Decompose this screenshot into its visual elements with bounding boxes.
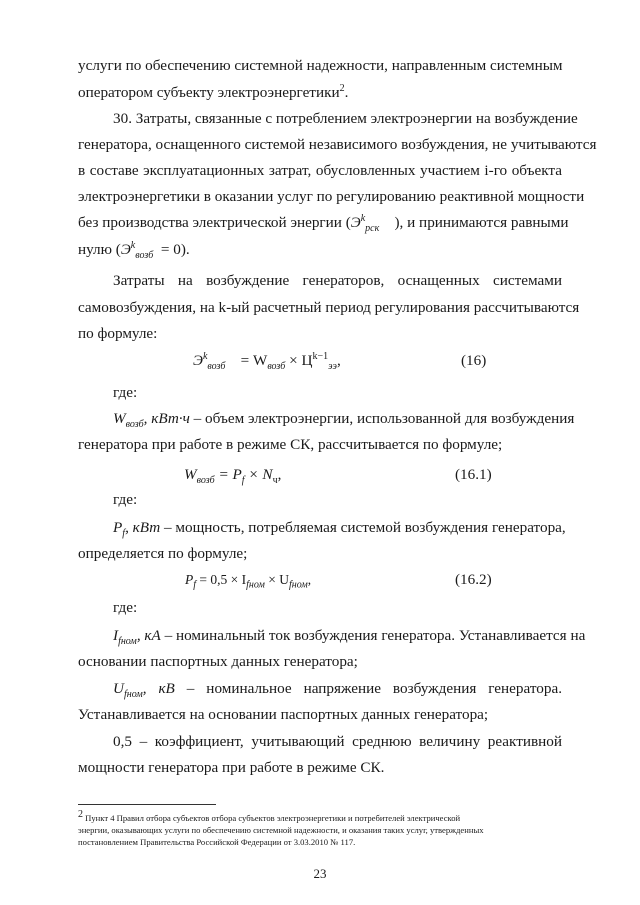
math-symbol: $I_{fном}$, кА <box>113 627 161 648</box>
text-line: генератора при работе в режиме СК, рассчитывается по формуле; <box>78 436 503 453</box>
text-line: электроэнергетики в оказании услуг по регулированию реактивной мощности <box>78 188 585 205</box>
text-line: определяется по формуле; <box>78 545 248 562</box>
formula-16-2: $P_f = 0,5 \times I_{fном} \times U_{fном}$, <box>185 572 312 591</box>
footnote: $^2$ Пункт 4 Правил отбора субъектов отбора субъектов электроэнергетики и потребителей электрической <box>78 809 461 823</box>
math-symbol: $Э^k_{возб}$ <box>120 239 154 262</box>
footnote: энергии, оказывающих услуги по обеспечению системной надежности, и оказания таких услуг, утвержденных <box>78 825 484 835</box>
text-line: по формуле: <box>78 325 158 342</box>
text-line: нулю $(Э^k_{возб} = 0)$. <box>78 239 190 262</box>
text-line: услуги по обеспечению системной надежности, направленным системным <box>78 57 563 74</box>
text-line: $W_{возб}$, кВт·ч – объем электроэнергии, использованной для возбуждения <box>113 410 575 431</box>
text-line: $I_{fном}$, кА – номинальный ток возбуждения генератора. Устанавливается на <box>113 627 586 648</box>
math-symbol: $U_{fном}$, кВ <box>113 680 175 701</box>
text-line: где: <box>113 599 138 616</box>
footnote: постановлением Правительства Российской Федерации от 3.03.2010 № 117. <box>78 837 356 847</box>
text-line: где: <box>113 491 138 508</box>
text-line: в составе эксплуатационных затрат, обусловленных участием i-го объекта <box>78 162 562 179</box>
equation-number: (16.1) <box>455 466 492 483</box>
footnote-separator <box>78 804 216 805</box>
text-line: самовозбуждения, на k-ый расчетный период регулирования рассчитываются <box>78 299 580 316</box>
equation-number: (16.2) <box>455 571 492 588</box>
text-line: без производства электрической энергии ($Э^k_{рск}$ ), и принимаются равными <box>78 212 569 235</box>
text-line: 0,5 – коэффициент, учитывающий среднюю величину реактивной <box>113 733 562 750</box>
text-line: оператором субъекту электроэнергетики$^2$. <box>78 82 349 101</box>
math-symbol: $P_f$, кВт <box>113 519 161 540</box>
footnote-ref[interactable]: 2 <box>339 82 345 94</box>
text-line: $P_f$, кВт – мощность, потребляемая системой возбуждения генератора, <box>113 519 566 540</box>
text-line: мощности генератора при работе в режиме СК. <box>78 759 385 776</box>
footnote-mark: 2 <box>78 809 83 821</box>
text-line: Затраты на возбуждение генераторов, оснащенных системами <box>113 272 562 289</box>
text-line: Устанавливается на основании паспортных данных генератора; <box>78 706 489 723</box>
formula-16-1: $W_{возб} = P_f \times N_ч$, <box>184 466 282 487</box>
text-line: генератора, оснащенного системой независимого возбуждения, не учитываются <box>78 136 597 153</box>
text-line: 30. Затраты, связанные с потреблением электроэнергии на возбуждение <box>113 110 578 127</box>
equation-number: (16) <box>461 352 487 369</box>
math-symbol: $W_{возб}$, кВт·ч <box>113 410 190 431</box>
text-line: где: <box>113 384 138 401</box>
text-line: основании паспортных данных генератора; <box>78 653 358 670</box>
formula-16: $Э^k_{возб}$ = $W_{возб} \times Ц^{k-1}_{ээ}$, <box>193 350 341 373</box>
text-line: $U_{fном}$, кВ – номинальное напряжение возбуждения генератора. <box>113 680 562 701</box>
math-symbol: $Э^k_{рск}$ <box>350 212 380 235</box>
page-number: 23 <box>313 866 327 881</box>
